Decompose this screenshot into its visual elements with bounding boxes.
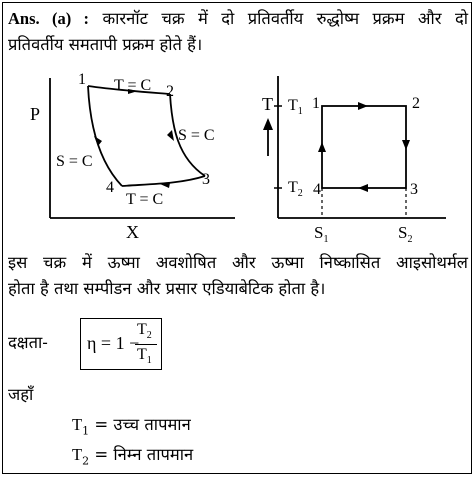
pv-label-top: T = C bbox=[114, 77, 152, 94]
ts-arrow-bottom bbox=[358, 184, 368, 192]
explanation-line-2 bbox=[8, 278, 468, 300]
intro-text-2: प्रतिवर्तीय समतापी प्रक्रम होते हैं। bbox=[8, 35, 203, 54]
pv-diagram bbox=[20, 68, 240, 248]
efficiency-numerator: $T_2$ bbox=[137, 321, 152, 342]
intro-line-2 bbox=[8, 34, 468, 56]
intro-line-1 bbox=[8, 8, 468, 30]
ts-diagram bbox=[256, 68, 456, 248]
pv-y-label: P bbox=[30, 104, 41, 124]
pv-point-4: 4 bbox=[106, 179, 114, 196]
ts-cycle-rect bbox=[322, 106, 406, 188]
definition-t1: $T_1$ = उच्च तापमान bbox=[72, 415, 191, 438]
ts-point-4: 4 bbox=[313, 181, 321, 198]
ts-arrow-top bbox=[358, 102, 368, 110]
pv-path-4-1 bbox=[88, 86, 122, 186]
efficiency-formula-box bbox=[80, 318, 162, 370]
definition-t2: $T_2$ = निम्न तापमान bbox=[72, 445, 194, 468]
ts-s2-label: $S_2$ bbox=[398, 223, 413, 245]
pv-point-2: 2 bbox=[166, 83, 174, 100]
ts-arrow-left bbox=[318, 142, 326, 152]
pv-x-label: X bbox=[126, 222, 139, 242]
pv-arrow-right bbox=[167, 130, 174, 141]
ts-s1-label: $S_1$ bbox=[314, 223, 329, 245]
explanation-line-1 bbox=[8, 252, 468, 274]
efficiency-denominator: $T_1$ bbox=[137, 346, 152, 367]
explanation-text-2: होता है तथा सम्पीडन और प्रसार एडियाबेटिक होता है। bbox=[8, 279, 326, 298]
ts-point-2: 2 bbox=[412, 95, 420, 112]
where-label: जहाँ bbox=[8, 385, 34, 404]
pv-point-3: 3 bbox=[202, 171, 210, 188]
pv-label-right: S = C bbox=[178, 127, 215, 144]
ts-point-1: 1 bbox=[312, 95, 320, 112]
pv-arrow-left bbox=[94, 136, 102, 146]
ts-arrow-right bbox=[402, 140, 410, 150]
ts-point-3: 3 bbox=[410, 181, 418, 198]
pv-label-bottom: T = C bbox=[126, 191, 164, 208]
efficiency-label: दक्षता- bbox=[8, 333, 48, 352]
ts-t2-label: $T_2$ bbox=[288, 179, 303, 199]
fraction-bar bbox=[135, 344, 157, 345]
answer-label: Ans. (a) : bbox=[8, 9, 90, 28]
pv-point-1: 1 bbox=[78, 71, 86, 88]
efficiency-lhs: η = 1 − bbox=[87, 333, 140, 353]
explanation-text-1: इस चक्र में ऊष्मा अवशोषित और ऊष्मा निष्कासित आइसोथर्मल bbox=[8, 253, 468, 272]
ts-y-label: T bbox=[262, 94, 273, 114]
pv-label-left: S = C bbox=[56, 153, 93, 170]
intro-text-1: कारनॉट चक्र में दो प्रतिवर्तीय रुद्धोष्म प्रक्रम और दो bbox=[102, 9, 469, 28]
temperature-up-arrow-icon bbox=[263, 118, 273, 130]
ts-t1-label: $T_1$ bbox=[288, 97, 303, 117]
